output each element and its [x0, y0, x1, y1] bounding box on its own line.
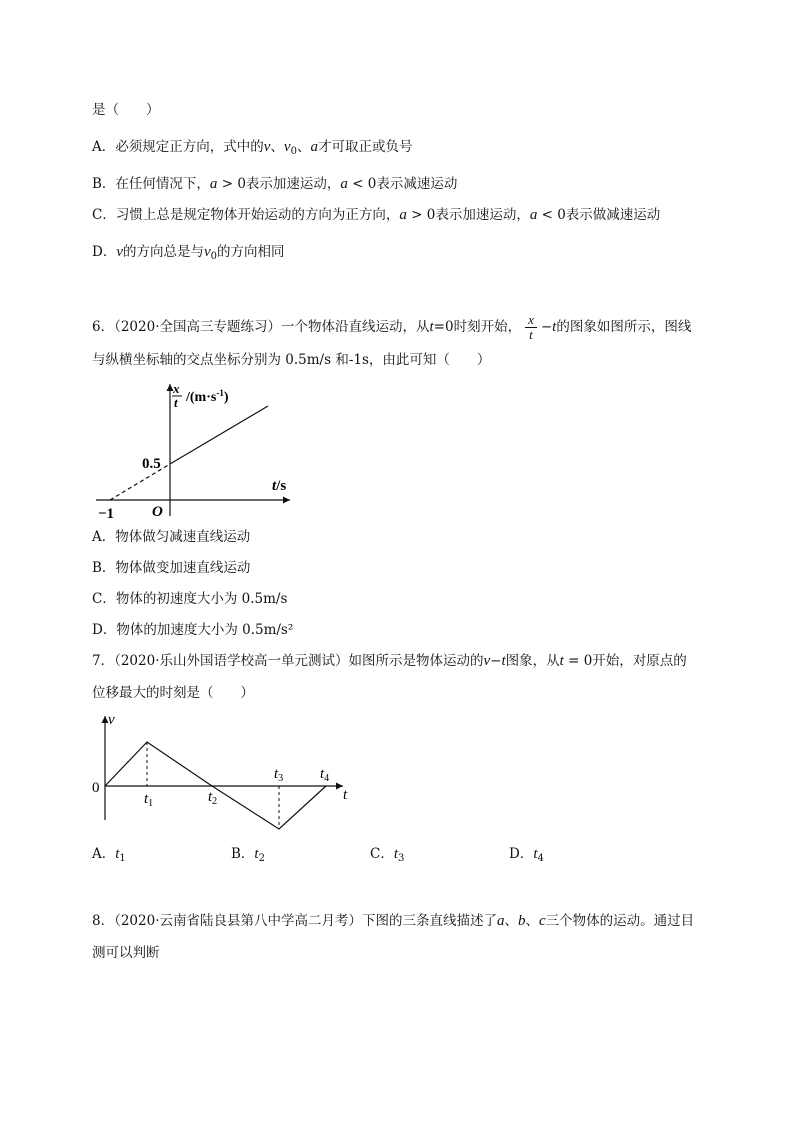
q5-option-c: C．习惯上总是规定物体开始运动的方向为正方向，a > 0表示加速运动，a < 0表示做减速运动 — [92, 207, 661, 223]
q5-option-d: D．v的方向总是与$v_0$的方向相同 — [92, 244, 285, 262]
q6-option-d: D．物体的加速度大小为 0.5m/s² — [92, 622, 294, 638]
q7-xlabel: t — [343, 787, 348, 803]
q6-stem-line1: 6．（2020·全国高三专题练习）一个物体沿直线运动，从t=0时刻开始， $\frac{x}{t}$ −t的图象如图所示，图线 — [92, 312, 692, 342]
q6-ylabel-den: t — [174, 395, 178, 410]
q7-option-a: A．$t_1$ — [92, 846, 126, 864]
q7-t4-label: $t_4$ — [320, 766, 330, 784]
q6-tick-minus-1: −1 — [98, 506, 115, 522]
q7-ylabel: v — [108, 712, 115, 728]
q7-origin-label: 0 — [92, 780, 100, 796]
q7-t2-label: $t_2$ — [208, 789, 218, 807]
q5-stem-continuation: 是（ ） — [92, 102, 160, 118]
q6-dashed-extension — [110, 464, 170, 500]
q7-option-b: B．$t_2$ — [231, 846, 265, 864]
q7-stem-line1: 7．（2020·乐山外国语学校高一单元测试）如图所示是物体运动的v−t图象，从t = 0开始，对原点的 — [92, 653, 687, 669]
q6-solid-line — [170, 406, 268, 464]
q6-stem-line2: 与纵横坐标轴的交点坐标分别为 0.5m/s 和-1s，由此可知（ ） — [92, 352, 491, 368]
q6-x-over-t-graph — [90, 376, 310, 522]
q6-fraction-x-over-t: $\frac{x}{t}$ — [525, 313, 537, 342]
q6-xlabel: t/s — [272, 478, 287, 494]
q6-option-c: C．物体的初速度大小为 0.5m/s — [92, 591, 288, 607]
q6-option-b: B．物体做变加速直线运动 — [92, 560, 251, 576]
q6-tick-0-5: 0.5 — [142, 456, 161, 472]
q8-stem-line2: 测可以判断 — [92, 945, 160, 961]
q8-stem-line1: 8．（2020·云南省陆良县第八中学高二月考）下图的三条直线描述了a、b、c三个物体的运动。通过目 — [92, 913, 695, 929]
q7-stem-line2: 位移最大的时刻是（ ） — [92, 685, 254, 701]
q5-option-a: A．必须规定正方向，式中的v、$v_0$、a才可取正或负号 — [92, 139, 413, 157]
q6-option-a: A．物体做匀减速直线运动 — [92, 529, 251, 545]
q7-v-t-graph — [88, 710, 358, 835]
q5-option-b: B．在任何情况下，a > 0表示加速运动，a < 0表示减速运动 — [92, 176, 458, 192]
q7-option-d: D．$t_4$ — [509, 846, 544, 864]
q6-ylabel-unit: $/(m\cdot s^{-1})$ — [186, 388, 229, 405]
q6-ylabel-num: x — [173, 381, 180, 396]
q6-origin-label: O — [152, 504, 163, 520]
q7-t3-label: $t_3$ — [274, 766, 284, 784]
q7-t1-label: $t_1$ — [144, 791, 154, 809]
q7-option-c: C．$t_3$ — [370, 846, 405, 864]
